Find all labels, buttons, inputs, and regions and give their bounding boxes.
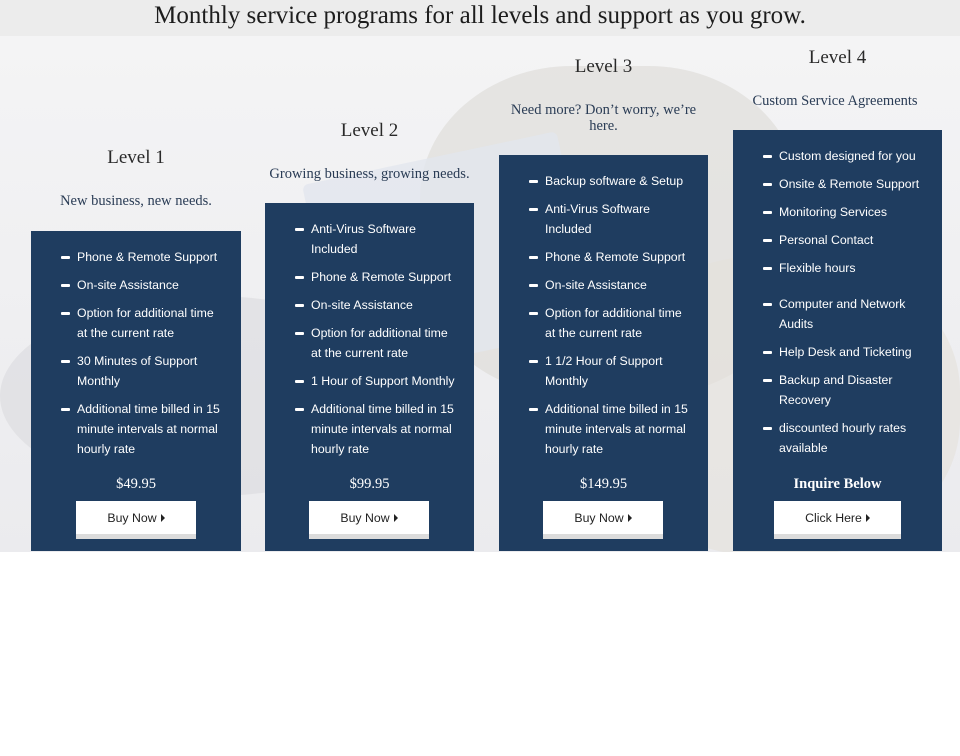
plan-title-level-4: Level 4 <box>808 47 867 68</box>
feature-item: Option for additional time at the current rate <box>295 323 460 363</box>
feature-item: On-site Assistance <box>61 275 227 295</box>
plan-subtitle-level-1: New business, new needs. <box>60 193 212 209</box>
plan-price: Inquire Below <box>793 476 882 492</box>
feature-item: Option for additional time at the current rate <box>61 303 227 343</box>
dash-icon <box>763 211 772 214</box>
dash-icon <box>763 155 772 158</box>
dash-icon <box>763 303 772 306</box>
dash-icon <box>61 256 70 259</box>
feature-item: Additional time billed in 15 minute intervals at normal hourly rate <box>295 399 460 459</box>
dash-icon <box>763 183 772 186</box>
feature-item: Custom designed for you <box>763 146 928 166</box>
feature-item: Phone & Remote Support <box>61 247 227 267</box>
dash-icon <box>763 379 772 382</box>
caret-right-icon <box>628 514 632 522</box>
feature-list <box>61 247 227 467</box>
buy-now-button[interactable] <box>76 501 196 539</box>
buy-now-button[interactable] <box>543 501 663 539</box>
feature-item: 1 1/2 Hour of Support Monthly <box>529 351 694 391</box>
dash-icon <box>529 256 538 259</box>
feature-item: Monitoring Services <box>763 202 928 222</box>
feature-item: Anti-Virus Software Included <box>529 199 694 239</box>
feature-item: Backup software & Setup <box>529 171 694 191</box>
plan-title-level-2: Level 2 <box>340 120 399 141</box>
plan-card-level-4 <box>733 130 942 551</box>
dash-icon <box>529 408 538 411</box>
dash-icon <box>295 332 304 335</box>
plan-price: $149.95 <box>579 476 628 492</box>
feature-item: Anti-Virus Software Included <box>295 219 460 259</box>
feature-list <box>529 171 694 467</box>
dash-icon <box>529 180 538 183</box>
button-label: Buy Now <box>107 510 157 525</box>
feature-item: discounted hourly rates available <box>763 418 928 458</box>
feature-item: Personal Contact <box>763 230 928 250</box>
feature-item: Help Desk and Ticketing <box>763 342 928 362</box>
dash-icon <box>61 284 70 287</box>
caret-right-icon <box>394 514 398 522</box>
feature-item: Backup and Disaster Recovery <box>763 370 928 410</box>
plan-price: $49.95 <box>116 476 156 492</box>
dash-icon <box>763 267 772 270</box>
feature-item: Computer and Network Audits <box>763 294 928 334</box>
feature-item: Flexible hours <box>763 258 928 278</box>
feature-item: Phone & Remote Support <box>529 247 694 267</box>
feature-item: 30 Minutes of Support Monthly <box>61 351 227 391</box>
plan-card-level-1 <box>31 231 241 551</box>
feature-item: Additional time billed in 15 minute intervals at normal hourly rate <box>61 399 227 459</box>
plan-title-level-1: Level 1 <box>107 147 165 168</box>
dash-icon <box>529 208 538 211</box>
dash-icon <box>763 239 772 242</box>
feature-item: 1 Hour of Support Monthly <box>295 371 460 391</box>
dash-icon <box>295 276 304 279</box>
dash-icon <box>529 312 538 315</box>
plan-subtitle-level-2: Growing business, growing needs. <box>269 166 470 182</box>
button-label: Click Here <box>805 510 862 525</box>
plan-card-level-2 <box>265 203 474 551</box>
feature-item: On-site Assistance <box>529 275 694 295</box>
dash-icon <box>61 360 70 363</box>
dash-icon <box>295 228 304 231</box>
dash-icon <box>529 360 538 363</box>
plan-subtitle-level-3: Need more? Don’t worry, we’re here. <box>510 102 697 134</box>
plan-price: $99.95 <box>349 476 390 492</box>
feature-item: On-site Assistance <box>295 295 460 315</box>
buy-now-button[interactable] <box>309 501 429 539</box>
dash-icon <box>529 284 538 287</box>
feature-item: Onsite & Remote Support <box>763 174 928 194</box>
feature-item: Additional time billed in 15 minute intervals at normal hourly rate <box>529 399 694 459</box>
caret-right-icon <box>866 514 870 522</box>
feature-list <box>295 219 460 467</box>
dash-icon <box>295 408 304 411</box>
page-title: Monthly service programs for all levels and support as you grow. <box>154 2 806 29</box>
dash-icon <box>295 380 304 383</box>
dash-icon <box>61 408 70 411</box>
dash-icon <box>61 312 70 315</box>
plan-card-level-3 <box>499 155 708 551</box>
feature-item: Phone & Remote Support <box>295 267 460 287</box>
plan-subtitle-level-4: Custom Service Agreements <box>752 93 918 109</box>
dash-icon <box>763 427 772 430</box>
click-here-button[interactable] <box>774 501 901 539</box>
dash-icon <box>763 351 772 354</box>
feature-list <box>763 146 928 466</box>
dash-icon <box>295 304 304 307</box>
feature-item: Option for additional time at the current rate <box>529 303 694 343</box>
caret-right-icon <box>161 514 165 522</box>
button-label: Buy Now <box>574 510 624 525</box>
button-label: Buy Now <box>340 510 390 525</box>
plan-title-level-3: Level 3 <box>574 56 633 77</box>
